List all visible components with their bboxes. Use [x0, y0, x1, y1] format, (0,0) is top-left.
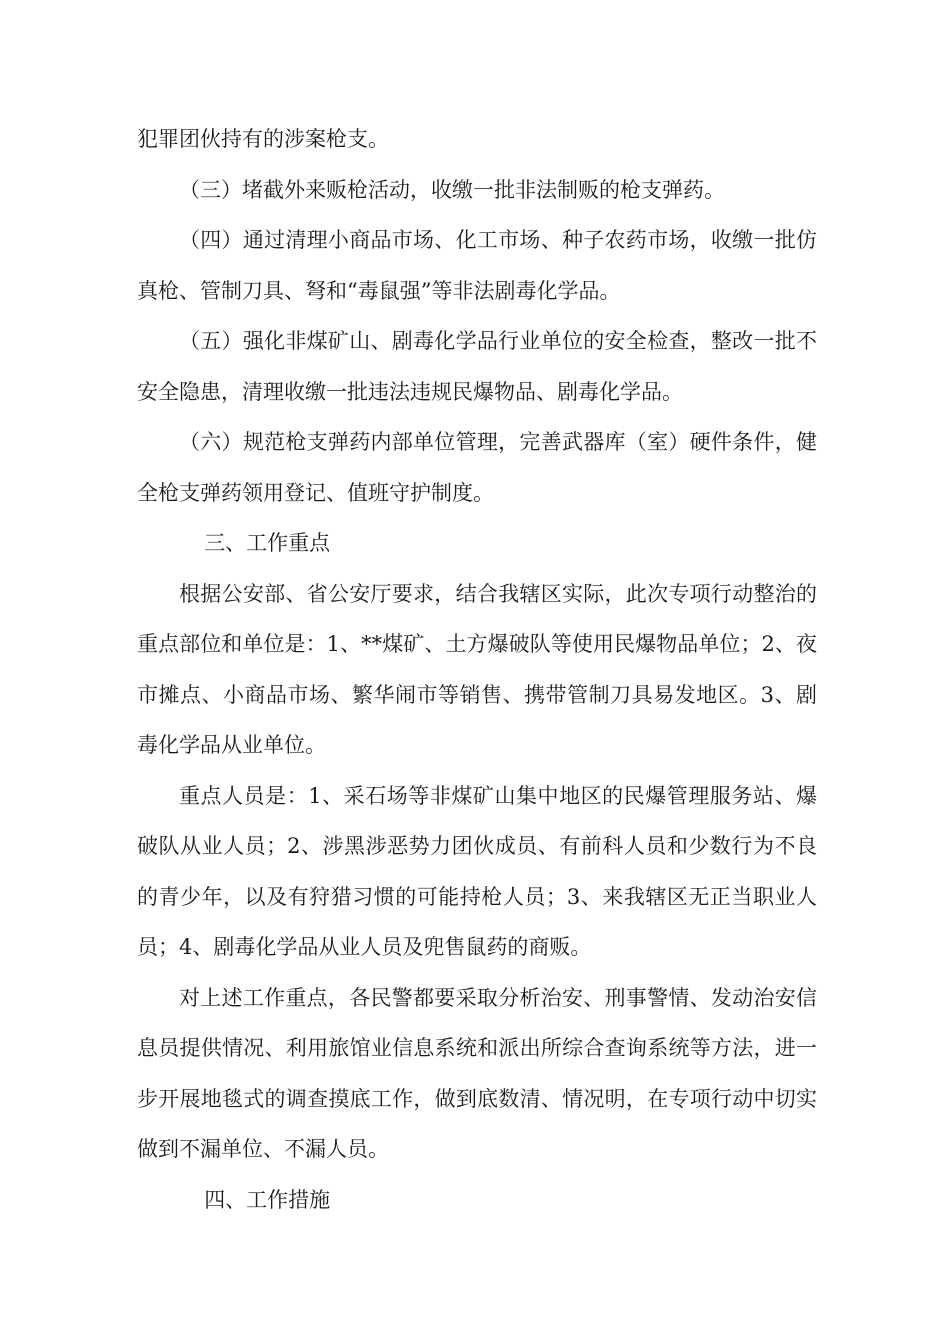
- document-body: [137, 114, 817, 1225]
- paragraph-item-3: （三）堵截外来贩枪活动，收缴一批非法制贩的枪支弹药。: [179, 177, 725, 202]
- paragraph-continuation: 犯罪团伙持有的涉案枪支。: [137, 127, 389, 151]
- paragraph-investigation-methods: 对上述工作重点，各民警都要采取分析治安、刑事警情、发动治安信息员提供情况、利用旅馆业信息系统和派出所综合查询系统等方法，进一步开展地毯式的调查摸底工作，做到底数清、情况明，在专项行动中切实做到不漏单位、不漏人员。: [137, 985, 817, 1161]
- paragraph-key-locations: 根据公安部、省公安厅要求，结合我辖区实际，此次专项行动整治的重点部位和单位是：1、**煤矿、土方爆破队等使用民爆物品单位；2、夜市摊点、小商品市场、繁华闹市等销售、携带管制刀具易发地区。3、剧毒化学品从业单位。: [137, 581, 817, 757]
- section-heading-work-focus: 三、工作重点: [204, 531, 331, 555]
- section-heading-work-measures: 四、工作措施: [204, 1187, 331, 1212]
- paragraph-item-4: （四）通过清理小商品市场、化工市场、种子农药市场，收缴一批仿真枪、管制刀具、弩和“毒鼠强”等非法剧毒化学品。: [137, 228, 817, 303]
- paragraph-key-personnel: 重点人员是：1、采石场等非煤矿山集中地区的民爆管理服务站、爆破队从业人员；2、涉黑涉恶势力团伙成员、有前科人员和少数行为不良的青少年，以及有狩猎习惯的可能持枪人员；3、来我辖区无正当职业人员；4、剧毒化学品从业人员及兜售鼠药的商贩。: [137, 783, 817, 959]
- paragraph-item-6: （六）规范枪支弹药内部单位管理，完善武器库（室）硬件条件，健全枪支弹药领用登记、值班守护制度。: [137, 430, 817, 505]
- paragraph-item-5: （五）强化非煤矿山、剧毒化学品行业单位的安全检查，整改一批不安全隐患，清理收缴一批违法违规民爆物品、剧毒化学品。: [137, 329, 817, 404]
